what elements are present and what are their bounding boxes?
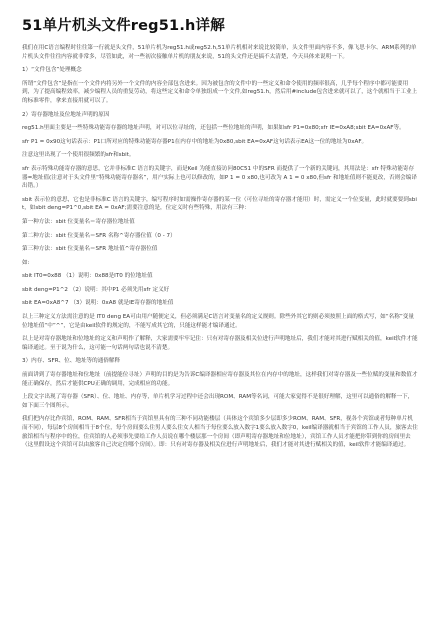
paragraph: 我们把内存比作宾馆，ROM、RAM、SFR相当于宾馆里具有的三种不同功能楼层（具体这个宾馆多少层即多少ROM、RAM、SFR，视各个宾馆或者每种单片机而不同），每层8个房间相当于8个位，每个房间要么住男人要么住女人相当于每位要么放入数字1要么放入数字0，keil编译器就相当于宾馆的工作人员，旅客去住旅馆相当与程序中的位，住宾馆的人必须事先要给工作人员说在哪个楼层那一个房间（即声明寄存器地址和位地址），宾馆工作人员才能把你带到你的房间里去（这里假设这个宾馆可以由旅客自己决定住哪个房间）。即：只有对寄存器及相关位进行声明地址后，我们才能对其进行赋相关的值，keil软件才能编译通过。 bbox=[22, 416, 418, 449]
paragraph: 所谓“文件包含”是指在一个文件内将另外一个文件的内容全部包含进来。因为被包含的文件中的一些定义和命令使用的频率很高，几乎每个程序中都可能要用到，为了提高编程效率，减少编程人员的重复劳动，将这些定义和命令单独组成一个文件,如reg51.h，然后用#include包含进来就可以了，这个就相当于工业上的标准零件，拿来直接用就可以了。 bbox=[22, 80, 418, 104]
page-title: 51单片机头文件reg51.h详解 bbox=[22, 18, 225, 34]
method-item: 第一种方法：sbit 位变量名＝寄存器位地址值 bbox=[22, 218, 135, 225]
paragraph: 注意这里出现了一个使用很频繁的sfr和sbit。 bbox=[22, 152, 135, 159]
paragraph: sfr P1 = 0x90这句话表示：P1口所对应的特殊功能寄存器P1在内存中的地址为0x80,sbit EA=0xAF这句话表示EA这一位的地址为0xAF。 bbox=[22, 138, 368, 145]
method-item: 第二种方法：sbit 位变量名＝SFR 名称^寄存器位值（0 - 7） bbox=[22, 232, 176, 239]
paragraph: 前面讲到了寄存器地址和位地址（前提能位寻址）声明的目的是为告诉C编译器相应寄存器及其位在内存中的地址，这样我们对寄存器及一些位赋的变量和数值才能正确保存，然后才能供CPU正确的调用，完成相应的功能。 bbox=[22, 372, 418, 387]
paragraph: 以上是对寄存器地址和位地址的定义和声明作了解释，大家需要牢牢记住：只有对寄存器及相关位进行声明地址后，我们才能对其进行赋相关的值，keil软件才能编译通过。至于说为什么，这可能一句话两句话也说不清楚。 bbox=[22, 336, 418, 351]
section-heading-2: 2）寄存器地址及位地址声明的原因 bbox=[22, 111, 110, 118]
section-heading-1: 1）“文件包含”处理概念 bbox=[22, 67, 82, 74]
paragraph: sbit 表示位的意思，它也是非标准C 语言的关键字，编写程序时如需操作寄存器的某一位（可位寻址的寄存器才能用）时，需定义一个位变量，此时就要要到sbit，如sbit deng=P1^0,sbit EA = 0xAF;需要注意的是，位定义时有些特殊，用法有三种： bbox=[22, 196, 417, 212]
example-line: sbit EA=0xA8^7 （3）说明：0xA8 就是IE寄存器的地址值 bbox=[22, 300, 174, 307]
example-label: 如: bbox=[22, 259, 30, 266]
paragraph: 上段文字出现了寄存器（SFR）、位、地址、内存等，单片机学习过程中还会出现ROM、RAM等名词，可能大家觉得不是很好理解，这里可以通俗的解释一下，如下面三个图所示。 bbox=[22, 394, 414, 409]
method-item: 第三种方法：sbit 位变量名＝SFR 地址值^寄存器位值 bbox=[22, 246, 158, 253]
paragraph: 以上三种定义方法需注意的是 IT0 deng EA可由用户随便定义，但必须满足C语言对变量名的定义规则。除些外其它的则必须按照上面的格式写，如“名称”变量位地址值“中”^”，它是由keil软件的规定的，不能写成其它的，只能这样能才编译通过。 bbox=[22, 314, 414, 329]
paragraph: reg51.h里面主要是一些特殊功能寄存器的地址声明，对可以位寻址的，还包括一些位地址的声明，如果如sfr P1=0x80;sfr IE=0xA8;sbit EA=0xAF等。 bbox=[22, 125, 405, 132]
example-line: sbit deng=P1^2 （2）说明：其中P1 必须先用sfr 定义好 bbox=[22, 286, 170, 293]
paragraph: sfr 表示特殊功能寄存器的意思，它并非标准C 语言的关键字，而是Keil 为能直接访问80C51 中的SFR 而提供了一个新的关键词，其用法是：sfr 特殊功能寄存器=地址值(注意对于头文件里“特殊功能寄存器名”，用户实际上也可以修改的，如P 1 = 0 x80,也可改为 A 1 = 0 x80,但sfr 和地址值则不能更改，否则会编译出错。） bbox=[22, 165, 417, 190]
example-line: sbit IT0=0x88 （1）说明：0x88是IT0 的位地址值 bbox=[22, 273, 153, 280]
section-heading-3: 3）内存、SFR、位、地址等的通俗解释 bbox=[22, 358, 121, 365]
paragraph-intro: 我们在用C语言编程时往往第一行就是头文件，51单片机为reg51.h或reg52.h,51单片机相对来说比较简单，头文件里面内容不多，像飞思卡尔、ARM系列的单片机头文件往往内容就非常多，尽管如此，对一些初次接触单片机的朋友来说，51的头文件还是搞不太清楚，今天具体来说明一下。 bbox=[22, 45, 417, 60]
article-body bbox=[22, 44, 418, 455]
